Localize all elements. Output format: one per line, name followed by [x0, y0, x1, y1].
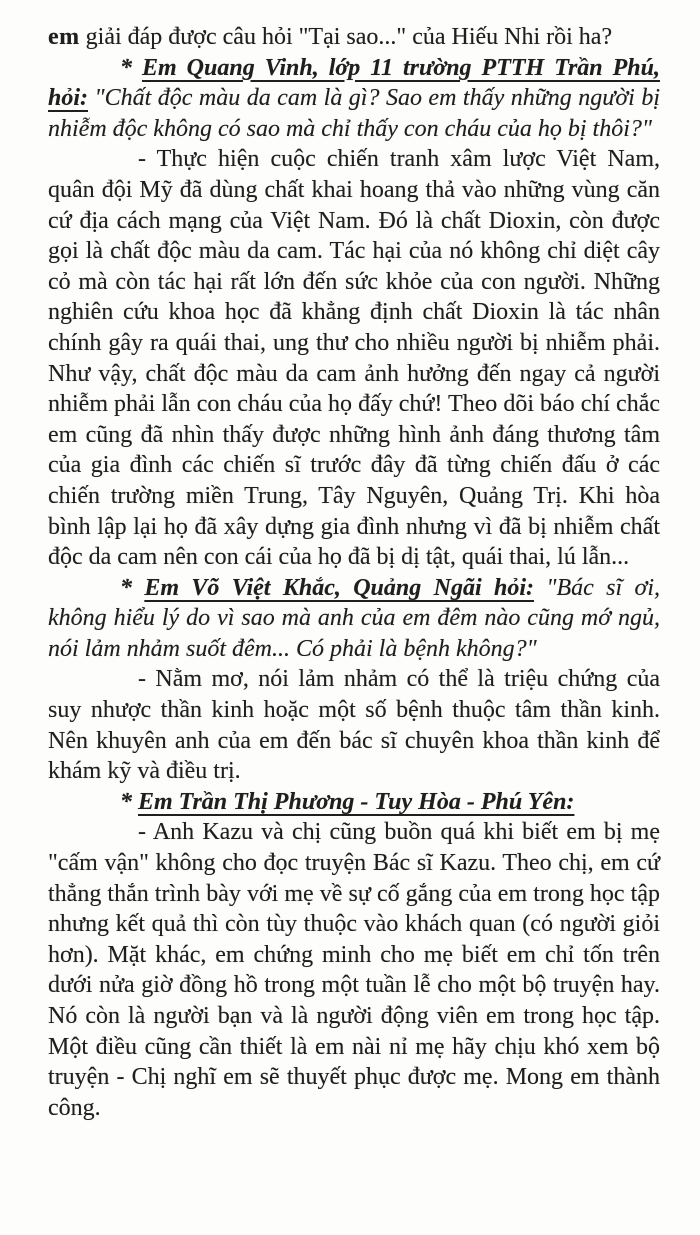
qa3-heading-paragraph	[48, 787, 660, 818]
intro-text: giải đáp được câu hỏi "Tại sao..." của Hiếu Nhi rồi ha?	[79, 24, 613, 50]
qa1-heading: Em Quang Vinh, lớp 11 trường PTTH Trần Phú, hỏi:	[48, 54, 661, 112]
qa1-heading-paragraph	[48, 53, 660, 145]
intro-paragraph	[48, 22, 660, 53]
qa1-question: "Chất độc màu da cam là gì? Sao em thấy những người bị nhiễm độc không có sao mà chỉ thấy con cháu của họ bị thôi?"	[48, 85, 660, 142]
qa1-star: *	[120, 54, 142, 81]
qa2-star: *	[120, 574, 145, 601]
qa2-heading: Em Võ Việt Khắc, Quảng Ngãi hỏi:	[144, 574, 535, 601]
qa3-star: *	[120, 788, 138, 815]
qa1-answer: - Thực hiện cuộc chiến tranh xâm lược Việt Nam, quân đội Mỹ đã dùng chất khai hoang thả vào những vùng căn cứ địa cách mạng của Việt Nam. Đó là chất Dioxin, còn được gọi là chất độc màu da cam. Tác hại của nó không chỉ diệt cây cỏ mà còn tác hại rất lớn đến sức khỏe của con người. Những nghiên cứu khoa học đã khẳng định chất Dioxin là tác nhân chính gây ra quái thai, ung thư cho nhiều người bị nhiễm phải. Như vậy, chất độc màu da cam ảnh hưởng đến ngay cả người nhiễm phải lẫn con cháu của họ đấy chứ! Theo dõi báo chí chắc em cũng đã nhìn thấy được những hình ảnh đáng thương tâm của gia đình các chiến sĩ trước đây đã từng chiến đấu ở các chiến trường miền Trung, Tây Nguyên, Quảng Trị. Khi hòa bình lập lại họ đã xây dựng gia đình nhưng vì đã bị nhiễm chất độc da cam nên con cái của họ đã bị dị tật, quái thai, lú lẫn...	[48, 146, 660, 571]
qa2-answer: - Nằm mơ, nói lảm nhảm có thể là triệu chứng của suy nhược thần kinh hoặc một số bệnh thuộc tâm thần kinh. Nên khuyên anh của em đến bác sĩ chuyên khoa thần kinh để khám kỹ và điều trị.	[48, 666, 660, 785]
qa2-heading-paragraph	[48, 573, 660, 665]
qa3-heading: Em Trần Thị Phương - Tuy Hòa - Phú Yên:	[138, 788, 575, 815]
qa3-answer: - Anh Kazu và chị cũng buồn quá khi biết em bị mẹ "cấm vận" không cho đọc truyện Bác sĩ Kazu. Theo chị, em cứ thẳng thắn trình bày với mẹ về sự cố gắng của em trong học tập nhưng kết quả thì còn tùy thuộc vào khách quan (có người giỏi hơn). Mặt khác, em chứng minh cho mẹ biết em chỉ tốn trên dưới nửa giờ đồng hồ trong một tuần lễ cho một bộ truyện hay. Nó còn là người bạn và là người động viên em trong học tập. Một điều cũng cần thiết là em nài nỉ mẹ hãy chịu khó xem bộ truyện - Chị nghĩ em sẽ thuyết phục được mẹ. Mong em thành công.	[48, 819, 660, 1121]
intro-lead-word: em	[48, 24, 80, 50]
qa2-question: "Bác sĩ ơi, không hiểu lý do vì sao mà anh của em đêm nào cũng mớ ngủ, nói lảm nhảm suốt đêm... Có phải là bệnh không?"	[48, 574, 661, 662]
